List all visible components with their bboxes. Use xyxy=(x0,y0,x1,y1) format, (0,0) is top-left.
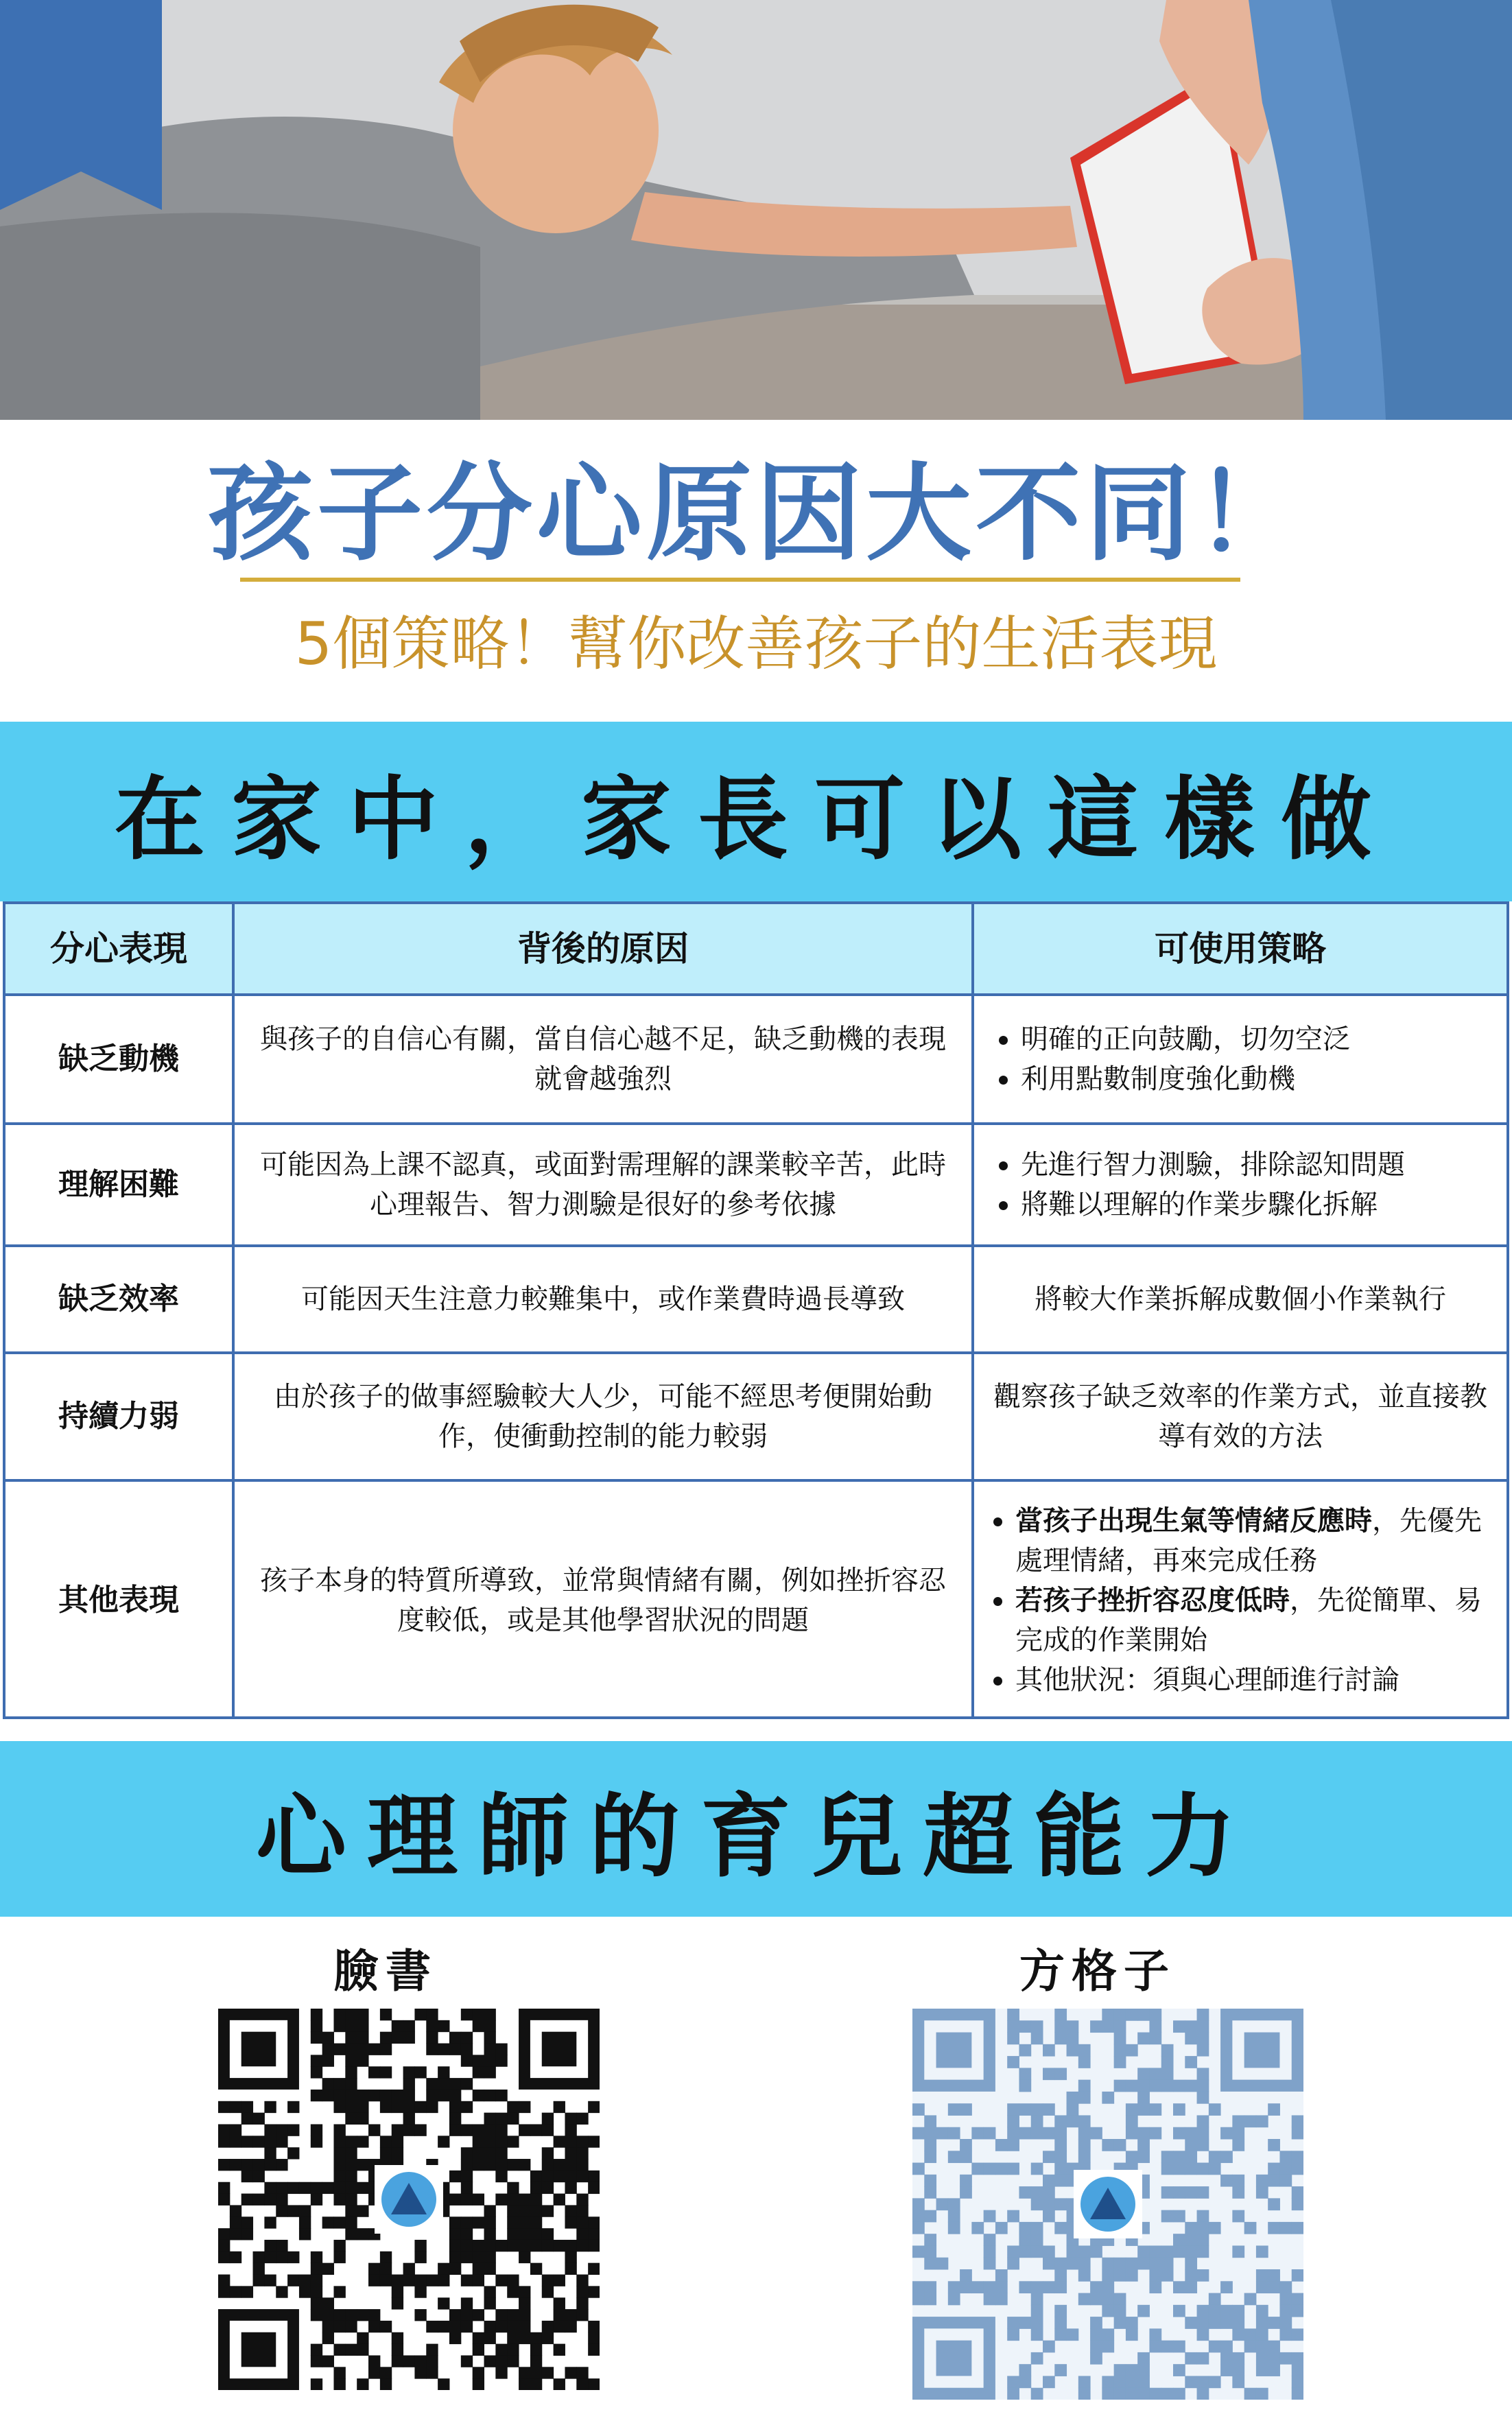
symptom-cell: 缺乏效率 xyxy=(58,1281,179,1316)
hero-photo xyxy=(0,0,1512,420)
strategy-cell: 將較大作業拆解成數個小作業執行 xyxy=(971,1247,1507,1351)
section-banner-home xyxy=(0,722,1512,901)
header-reason: 背後的原因 xyxy=(232,904,971,993)
reason-cell: 與孩子的自信心有關，當自信心越不足，缺乏動機的表現就會越強烈 xyxy=(232,996,971,1122)
section-title-home: 在家中，家長可以這樣做 xyxy=(115,767,1397,873)
table-header-row xyxy=(5,904,1507,993)
header-strategy: 可使用策略 xyxy=(971,904,1507,993)
strategy-item xyxy=(985,1660,1493,1700)
table-row xyxy=(5,993,1507,1122)
strategy-text: ，先從簡單、易完成的作業開始 xyxy=(1015,1585,1482,1656)
hero-illustration xyxy=(0,0,1512,420)
strategy-cell xyxy=(971,996,1507,1122)
reason-cell: 孩子本身的特質所導致，並常與情緒有關，例如挫折容忍度較低，或是其他學習狀況的問題 xyxy=(232,1482,971,1719)
strategy-emphasis: 若孩子挫折容忍度低時 xyxy=(1015,1585,1290,1616)
section-banner-superpower xyxy=(0,1741,1512,1917)
title-divider xyxy=(240,578,1240,582)
strategy-item: 利用點數制度強化動機 xyxy=(991,1059,1490,1099)
symptom-cell: 理解困難 xyxy=(58,1167,179,1202)
strategy-cell: 觀察孩子缺乏效率的作業方式，並直接教導有效的方法 xyxy=(971,1354,1507,1479)
table-row xyxy=(5,1244,1507,1351)
strategy-item xyxy=(985,1501,1493,1581)
table-row xyxy=(5,1479,1507,1719)
vocus-qr-code[interactable] xyxy=(912,2009,1303,2400)
strategy-cell xyxy=(971,1482,1507,1719)
strategy-item: 將難以理解的作業步驟化拆解 xyxy=(991,1185,1490,1225)
table-row xyxy=(5,1122,1507,1244)
strategy-table xyxy=(3,901,1509,1719)
strategy-list xyxy=(991,1145,1490,1225)
table-row xyxy=(5,1351,1507,1479)
strategy-cell xyxy=(971,1125,1507,1244)
symptom-cell: 持續力弱 xyxy=(58,1399,179,1434)
qr-label-vocus: 方格子 xyxy=(1019,1945,1176,1998)
section-title-superpower: 心理師的育兒超能力 xyxy=(256,1784,1256,1890)
symptom-cell: 其他表現 xyxy=(58,1583,179,1618)
strategy-emphasis: 當孩子出現生氣等情緒反應時 xyxy=(1015,1505,1372,1537)
qr-label-facebook: 臉書 xyxy=(333,1945,438,1998)
bookmark-ribbon-icon xyxy=(0,0,162,210)
strategy-list xyxy=(991,1019,1490,1099)
strategy-list xyxy=(985,1501,1493,1700)
strategy-text: 其他狀況：須與心理師進行討論 xyxy=(1015,1664,1399,1696)
facebook-qr-code[interactable] xyxy=(218,2009,600,2390)
reason-cell: 由於孩子的做事經驗較大人少，可能不經思考便開始動作，使衝動控制的能力較弱 xyxy=(232,1354,971,1479)
strategy-text: ，先優先處理情緒，再來完成任務 xyxy=(1015,1505,1482,1576)
reason-cell: 可能因天生注意力較難集中，或作業費時過長導致 xyxy=(232,1247,971,1351)
page-subtitle: 5個策略！幫你改善孩子的生活表現 xyxy=(294,610,1218,678)
page-title: 孩子分心原因大不同！ xyxy=(206,453,1305,576)
reason-cell: 可能因為上課不認真，或面對需理解的課業較辛苦，此時心理報告、智力測驗是很好的參考依據 xyxy=(232,1125,971,1244)
symptom-cell: 缺乏動機 xyxy=(58,1041,179,1076)
header-symptom: 分心表現 xyxy=(50,929,187,969)
strategy-item: 明確的正向鼓勵，切勿空泛 xyxy=(991,1019,1490,1059)
strategy-item: 先進行智力測驗，排除認知問題 xyxy=(991,1145,1490,1185)
strategy-item xyxy=(985,1581,1493,1660)
